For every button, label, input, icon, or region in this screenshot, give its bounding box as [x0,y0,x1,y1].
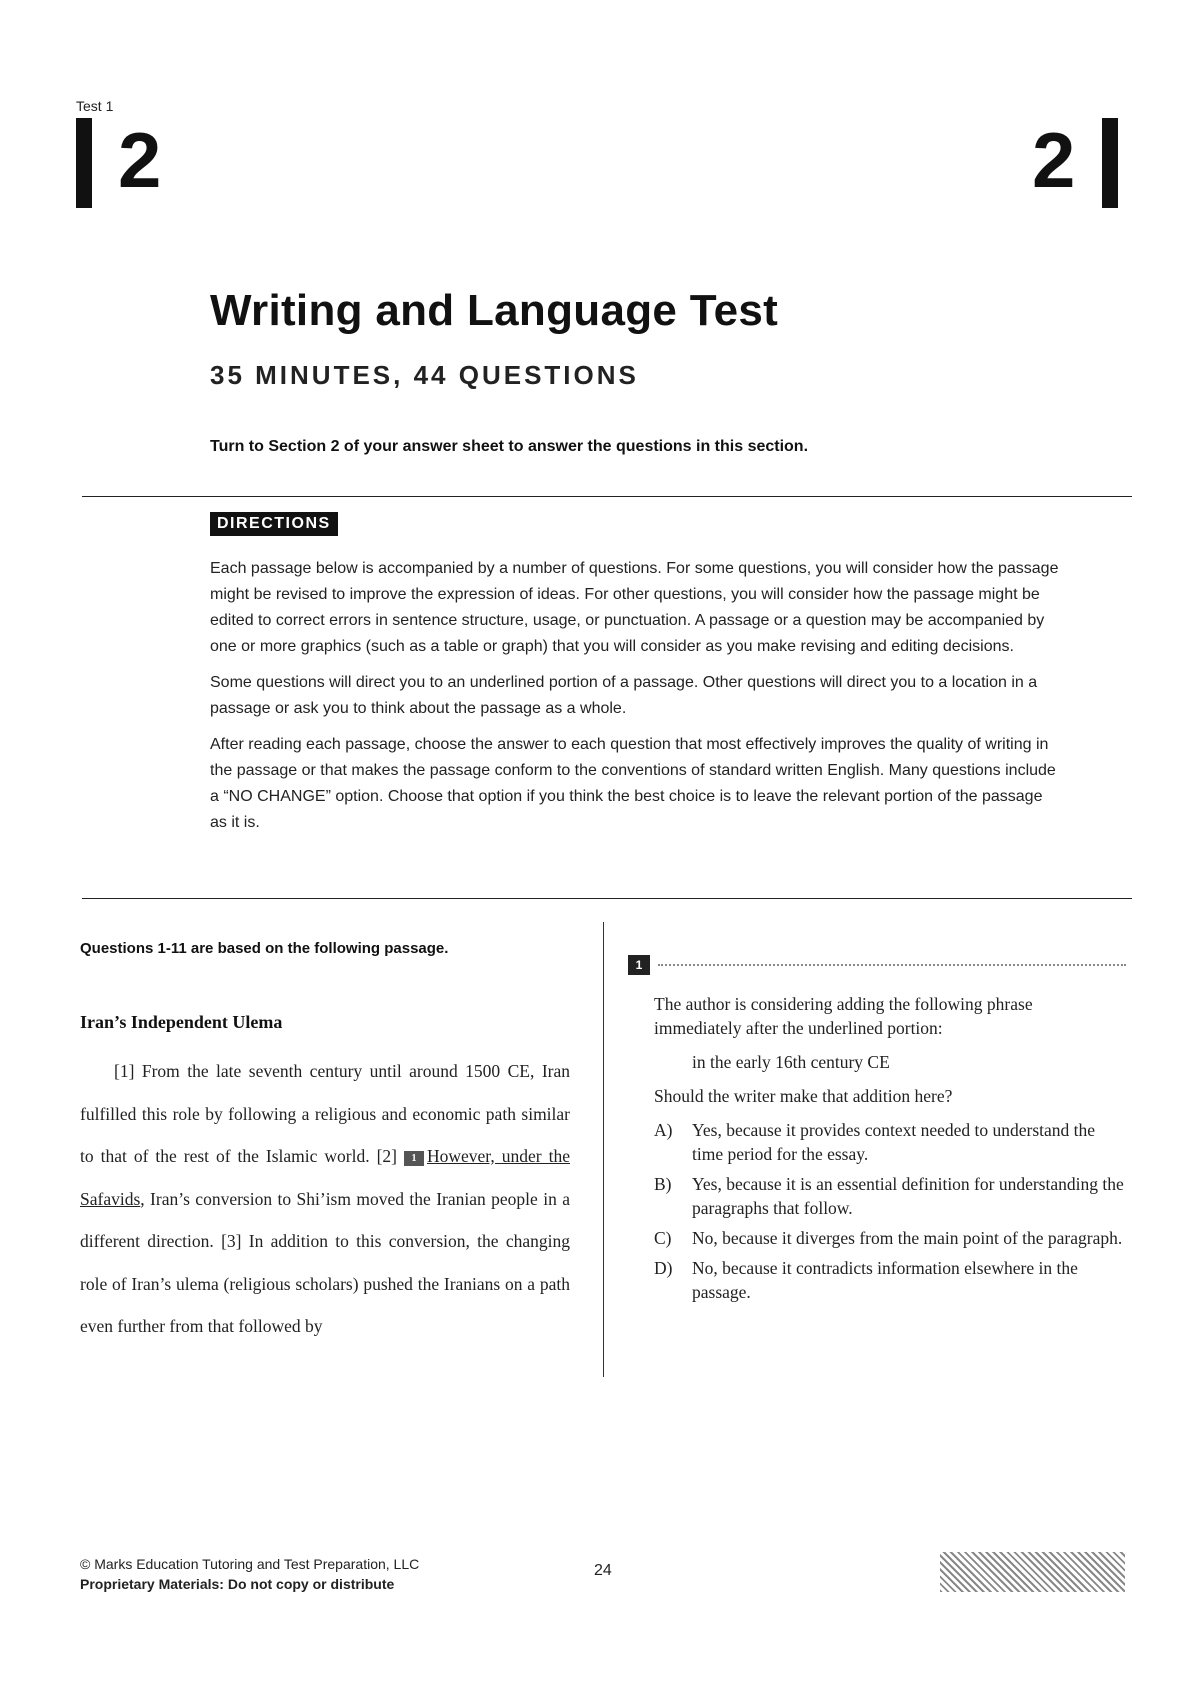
answer-choice-a[interactable] [654,1118,1124,1166]
section-bar-right [1102,118,1118,208]
question-1 [654,992,1124,1310]
choice-text: Yes, because it is an essential definition for understanding the paragraphs that follow. [692,1174,1124,1218]
section-number-left: 2 [118,116,162,204]
question-number: 1 [628,955,650,975]
passage-title: Iran’s Independent Ulema [80,1012,283,1032]
footer-proprietary: Proprietary Materials: Do not copy or distribute [80,1576,395,1592]
question-prompt: Should the writer make that addition here? [654,1086,953,1106]
question-marker: 1 [404,1151,424,1166]
underlined-portion: However, under the Safavids [80,1146,570,1209]
section-bar-left [76,118,92,208]
choice-letter: C) [654,1228,672,1248]
directions-label: DIRECTIONS [210,512,338,536]
directions-paragraph: Each passage below is accompanied by a number of questions. For some questions, you will consider how the passage might be revised to improve the expression of ideas. For other questions, you will consider how the passage might be edited to correct errors in sentence structure, usage, or punctuation. A passage or a question may be accompanied by one or more graphics (such as a table or graph) that you will consider as you make revising and editing decisions. [210,560,1059,655]
directions-paragraph: Some questions will direct you to an underlined portion of a passage. Other questions will direct you to a location in a passage or ask you to think about the passage as a whole. [210,674,1038,717]
divider-top [82,496,1132,497]
answer-choice-b[interactable] [654,1172,1124,1220]
passage-text-before: [1] From the late seventh century until around 1500 CE, Iran fulfilled this role by following a religious and economic path similar to that of the rest of the Islamic world. [2] [80,1061,570,1166]
section-number-right: 2 [1032,116,1076,204]
page-number: 24 [594,1562,612,1579]
passage-intro: Questions 1-11 are based on the following passage. [80,940,449,957]
directions-text [210,556,1060,846]
choice-text: No, because it contradicts information elsewhere in the passage. [692,1258,1078,1302]
divider-bottom [82,898,1132,899]
section-instruction: Turn to Section 2 of your answer sheet to answer the questions in this section. [210,438,809,455]
choice-letter: D) [654,1258,673,1278]
choice-text: No, because it diverges from the main point of the paragraph. [692,1228,1123,1248]
choice-letter: A) [654,1120,673,1140]
directions-paragraph: After reading each passage, choose the answer to each question that most effectively improves the quality of writing in the passage or that makes the passage conform to the conventions of standard written English. Many questions include a “NO CHANGE” option. Choose that option if you think the best choice is to leave the relevant portion of the passage as it is. [210,736,1056,831]
choice-text: Yes, because it provides context needed to understand the time period for the essay. [692,1120,1096,1164]
answer-choice-c[interactable] [654,1226,1124,1250]
footer-copyright: © Marks Education Tutoring and Test Preparation, LLC [80,1556,420,1572]
choice-letter: B) [654,1174,672,1194]
question-header [628,955,1126,975]
question-quote: in the early 16th century CE [692,1052,890,1072]
footer-copyright-block [80,1554,419,1594]
test-label: Test 1 [76,98,114,114]
answer-choice-d[interactable] [654,1256,1124,1304]
footer-barcode-graphic [940,1552,1125,1592]
passage-text [80,1050,570,1348]
column-divider [603,922,604,1377]
passage-text-after: , Iran’s conversion to Shi’ism moved the Iranian people in a different direction. [3] In addition to this conversion, the changing role of Iran’s ulema (religious scholars) pushed the Iranians on a path even further from that followed by [80,1188,570,1336]
question-header-rule [658,964,1126,966]
test-title: Writing and Language Test [210,286,779,335]
question-stem: The author is considering adding the following phrase immediately after the underlined portion: [654,994,1033,1038]
test-subtitle: 35 MINUTES, 44 QUESTIONS [210,360,639,390]
